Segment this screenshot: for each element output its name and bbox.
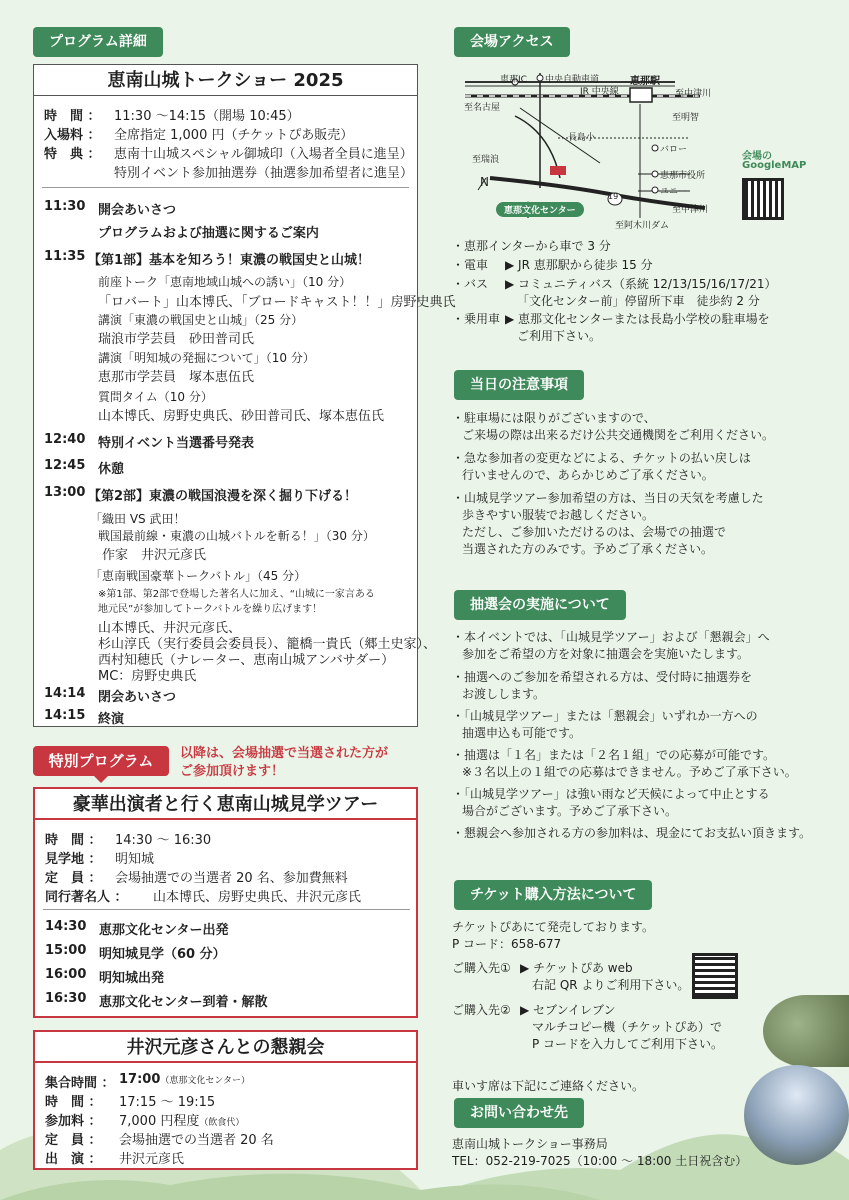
access-item-value: ▶ コミュニティバス（系統 12/13/15/16/17/21） (505, 277, 777, 291)
svg-text:N: N (480, 175, 489, 189)
program-info-label: 特 典 ： (44, 147, 101, 162)
program-info-value: 全席指定 1,000 円（チケットぴあ販売） (114, 128, 354, 143)
schedule-sub: 「恵南戦国豪華トークバトル」（45 分） (90, 569, 307, 583)
tickets-qr-icon[interactable] (692, 953, 738, 999)
map-label: 至中津川 (675, 89, 712, 99)
program-info-label: 時 間 ： (44, 109, 101, 124)
wheelchair-text: 車いす席は下記にご連絡ください。 (452, 1079, 645, 1093)
lottery-badge: 抽選会の実施について (454, 590, 626, 620)
schedule-time: 14:14 (44, 686, 86, 701)
party-info-label: 定 員 ： (45, 1133, 102, 1148)
schedule-sub: 杉山淳氏（実行委員会委員長）、籠橋一貴氏（郷土史家）、 (98, 637, 437, 652)
access-item-label: ・バス (452, 277, 489, 291)
tour-time: 16:30 (45, 991, 87, 1006)
schedule-item: 特別イベント当選番号発表 (98, 436, 255, 451)
schedule-sub: 前座トーク「恵南地域山城への誘い」（10 分） (98, 275, 352, 289)
tour-info-value: 明知城 (115, 852, 155, 867)
access-item-value: 「文化センター前」停留所下車 徒歩約 2 分 (517, 294, 760, 308)
access-item-value: ▶ JR 恵那駅から徒歩 15 分 (505, 258, 653, 272)
map-label: バロー (660, 145, 688, 155)
tickets-where-text: マルチコピー機（チケットぴあ）で (532, 1020, 722, 1034)
program-box (33, 64, 456, 727)
access-map (460, 68, 725, 233)
party-title: 井沢元彦さんとの懇親会 (35, 1032, 416, 1063)
map-label: 19 (608, 192, 619, 201)
tour-item: 恵那文化センター到着・解散 (99, 995, 268, 1010)
lottery-text: ・「山城見学ツアー」は強い雨など天候によって中止とする (452, 787, 770, 801)
access-item-label: ・乗用車 (452, 312, 501, 326)
lottery-text: ・「山城見学ツアー」または「懇親会」いずれか一方への (452, 709, 758, 723)
schedule-sub: 「ロバート」山本博氏、「ブロードキャスト！！」房野史典氏 (98, 295, 456, 310)
map-label: 中央自動車道 (545, 75, 600, 85)
map-label: 恵那IC (500, 75, 527, 85)
map-label: 至中津川 (672, 205, 709, 215)
schedule-time: 11:30 (44, 199, 86, 214)
lottery-text: ・懇親会へ参加される方の参加料は、現金にてお支払い頂きます。 (452, 826, 812, 840)
party-info-value: 会場抽選での当選者 20 名 (119, 1133, 274, 1148)
notes-text: ご来場の際は出来るだけ公共交通機関をご利用ください。 (462, 428, 775, 442)
schedule-item: 閉会あいさつ (98, 690, 177, 705)
tour-info-label: 定 員 ： (45, 871, 102, 886)
party-info-value: 井沢元彦氏 (119, 1152, 185, 1167)
schedule-sub: 講演「明知城の発掘について」（10 分） (98, 351, 315, 365)
tour-info-label: 時 間 ： (45, 833, 102, 848)
tickets-where-label: ご購入先② (452, 1003, 511, 1017)
party-note: （恵那文化センター） (160, 1076, 251, 1086)
access-badge: 会場アクセス (454, 27, 570, 57)
schedule-item: 休憩 (98, 462, 125, 477)
program-title: 恵南山城トークショー 2025 (34, 65, 417, 96)
access-item-label: ・電車 (452, 258, 489, 272)
notes-text: ただし、ご参加いただけるのは、会場での抽選で (462, 525, 727, 539)
tour-title: 豪華出演者と行く恵南山城見学ツアー (35, 789, 416, 820)
divider (43, 909, 410, 910)
schedule-sub: 講演「東濃の戦国史と山城」（25 分） (98, 313, 304, 327)
tour-item: 明知城見学（60 分） (99, 947, 226, 962)
schedule-time: 12:40 (44, 432, 86, 447)
tickets-text: チケットぴあにて発売しております。 (452, 920, 654, 934)
tickets-where-text: P コードを入力してご利用下さい。 (532, 1037, 724, 1051)
lottery-text: 参加をご希望の方を対象に抽選会を実施いたします。 (462, 647, 750, 661)
special-headline: ご参加頂けます！ (180, 764, 285, 779)
tour-item: 明知城出発 (99, 971, 165, 986)
tour-info-value: 山本博氏、房野史典氏、井沢元彦氏 (153, 890, 362, 905)
tickets-badge: チケット購入方法について (454, 880, 652, 910)
schedule-sub: 恵那市学芸員 塚本恵伍氏 (98, 370, 255, 385)
map-center-label: 恵那文化センター (496, 202, 584, 217)
party-value: 17:00 (119, 1072, 161, 1087)
notes-text: 行いませんので、あらかじめご了承ください。 (462, 468, 714, 482)
lottery-text: お渡しします。 (462, 687, 546, 701)
access-item-value: ▶ 恵那文化センターまたは長島小学校の駐車場を (505, 312, 770, 326)
castle-photo (763, 995, 849, 1067)
party-info-label: 参加料 ： (45, 1114, 102, 1129)
schedule-item: 【第1部】基本を知ろう！東濃の戦国史と山城！ (88, 253, 371, 268)
schedule-sub: 西村知穂氏（ナレーター、恵南山城アンバサダー） (98, 653, 395, 668)
map-label: 恵那市役所 (660, 171, 706, 181)
party-info-label: 集合時間 ： (45, 1076, 115, 1091)
access-item-value: ご利用下さい。 (517, 329, 602, 343)
schedule-sub: ※第1部、第2部で登場した著名人に加え、“山城に一家言ある (98, 589, 375, 600)
party-info-label: 出 演 ： (45, 1152, 102, 1167)
special-headline: 以降は、会場抽選で当選された方が (180, 746, 389, 761)
schedule-item: 開会あいさつ (98, 203, 177, 218)
lottery-text: 場合がございます。予めご了承下さい。 (462, 804, 678, 818)
notes-text: ・山城見学ツアー参加希望の方は、当日の天気を考慮した (452, 491, 764, 505)
tickets-where-label: ご購入先① (452, 961, 511, 975)
special-badge-pointer (94, 776, 108, 783)
map-label: JR 中央線 (580, 87, 619, 97)
gmap-label: GoogleMAP (742, 160, 807, 171)
lottery-text: ※３名以上の１組での応募はできません。予めご了承下さい。 (462, 765, 797, 779)
schedule-sub: MC：房野史典氏 (98, 669, 197, 684)
party-box (33, 1030, 418, 1170)
map-label: 恵那駅 (630, 76, 660, 87)
schedule-sub: 地元民”が参加してトークバトルを繰り広げます！ (98, 604, 323, 615)
sea-of-clouds-photo (744, 1065, 849, 1165)
schedule-item: 終演 (98, 712, 125, 727)
party-info-value (119, 1072, 250, 1087)
tour-box (33, 787, 418, 1018)
map-label: 至明智 (672, 113, 700, 123)
schedule-sub: 質問タイム（10 分） (98, 390, 213, 404)
tour-time: 15:00 (45, 943, 87, 958)
schedule-sub: 山本博氏、井沢元彦氏、 (98, 621, 242, 636)
schedule-sub: 瑞浪市学芸員 砂田普司氏 (98, 332, 255, 347)
lottery-text: ・本イベントでは、「山城見学ツアー」および「懇親会」へ (452, 630, 770, 644)
tour-time: 16:00 (45, 967, 87, 982)
map-label: ユニー (660, 187, 688, 197)
notes-text: ・急な参加者の変更などによる、チケットの払い戻しは (452, 451, 751, 465)
map-label: 至阿木川ダム (615, 221, 670, 231)
schedule-item: プログラムおよび抽選に関するご案内 (98, 226, 319, 241)
gmap-label: 会場の (742, 151, 772, 162)
notes-text: 当選された方のみです。予めご了承ください。 (462, 542, 714, 556)
map-label: 至名古屋 (464, 103, 501, 113)
schedule-sub: 戦国最前線・東濃の山城バトルを斬る！」（30 分） (98, 529, 375, 543)
tickets-where-text: 右記 QR よりご利用下さい。 (532, 978, 690, 992)
tour-info-value: 会場抽選での当選者 20 名、参加費無料 (115, 871, 348, 886)
lottery-text: ・抽選へのご参加を希望される方は、受付時に抽選券を (452, 670, 753, 684)
access-item: ・恵那インターから車で 3 分 (452, 239, 611, 253)
map-label: 至瑞浪 (472, 155, 500, 165)
lottery-text: ・抽選は「１名」または「２名１組」での応募が可能です。 (452, 748, 776, 762)
schedule-sub: 山本博氏、房野史典氏、砂田普司氏、塚本恵伍氏 (98, 409, 385, 424)
contact-org: 恵南山城トークショー事務局 (452, 1137, 608, 1151)
schedule-time: 12:45 (44, 458, 86, 473)
tour-info-label: 見学地 ： (45, 852, 102, 867)
contact-badge: お問い合わせ先 (454, 1098, 584, 1128)
schedule-time: 14:15 (44, 708, 86, 723)
map-label: 長島小 (568, 133, 596, 143)
program-info-value: 特別イベント参加抽選券（抽選参加希望者に進呈） (114, 166, 414, 181)
schedule-sub: 「織田 VS 武田！ (90, 512, 186, 526)
divider (42, 187, 409, 188)
tour-info-value: 14:30 ～ 16:30 (115, 833, 212, 848)
party-info-value (119, 1110, 244, 1129)
program-info-value: 11:30 ～14:15（開場 10:45） (114, 109, 300, 124)
party-info-label: 時 間 ： (45, 1095, 102, 1110)
program-info-label: 入場料 ： (44, 128, 101, 143)
program-info-value: 恵南十山城スペシャル御城印（入場者全員に進呈） (114, 147, 413, 162)
special-badge-label: 特別プログラム (48, 752, 154, 770)
schedule-time: 11:35 (44, 249, 86, 264)
party-value: 7,000 円程度 (119, 1114, 200, 1129)
tickets-pcode: P コード：658-677 (452, 937, 562, 951)
tickets-where-text: ▶ セブンイレブン (520, 1003, 616, 1017)
tickets-where-text: ▶ チケットぴあ web (520, 961, 633, 975)
contact-tel: TEL：052-219-7025（10:00 ～ 18:00 土日祝含む） (452, 1154, 748, 1168)
schedule-time: 13:00 (44, 485, 86, 500)
notes-badge: 当日の注意事項 (454, 370, 584, 400)
notes-text: ・駐車場には限りがございますので、 (452, 411, 656, 425)
tour-item: 恵那文化センター出発 (99, 923, 229, 938)
schedule-sub: 作家 井沢元彦氏 (102, 548, 207, 563)
special-badge (33, 746, 169, 776)
tour-time: 14:30 (45, 919, 87, 934)
party-note: （飲食代） (199, 1118, 245, 1128)
tour-info-label: 同行著名人 ： (45, 890, 128, 905)
program-badge: プログラム詳細 (33, 27, 163, 57)
notes-text: 歩きやすい服装でお越しください。 (462, 508, 655, 522)
party-info-value: 17:15 ～ 19:15 (119, 1095, 216, 1110)
lottery-text: 抽選申込も可能です。 (462, 726, 582, 740)
gmap-qr-icon[interactable] (742, 178, 784, 220)
schedule-item: 【第2部】東濃の戦国浪漫を深く掘り下げる！ (88, 489, 358, 504)
